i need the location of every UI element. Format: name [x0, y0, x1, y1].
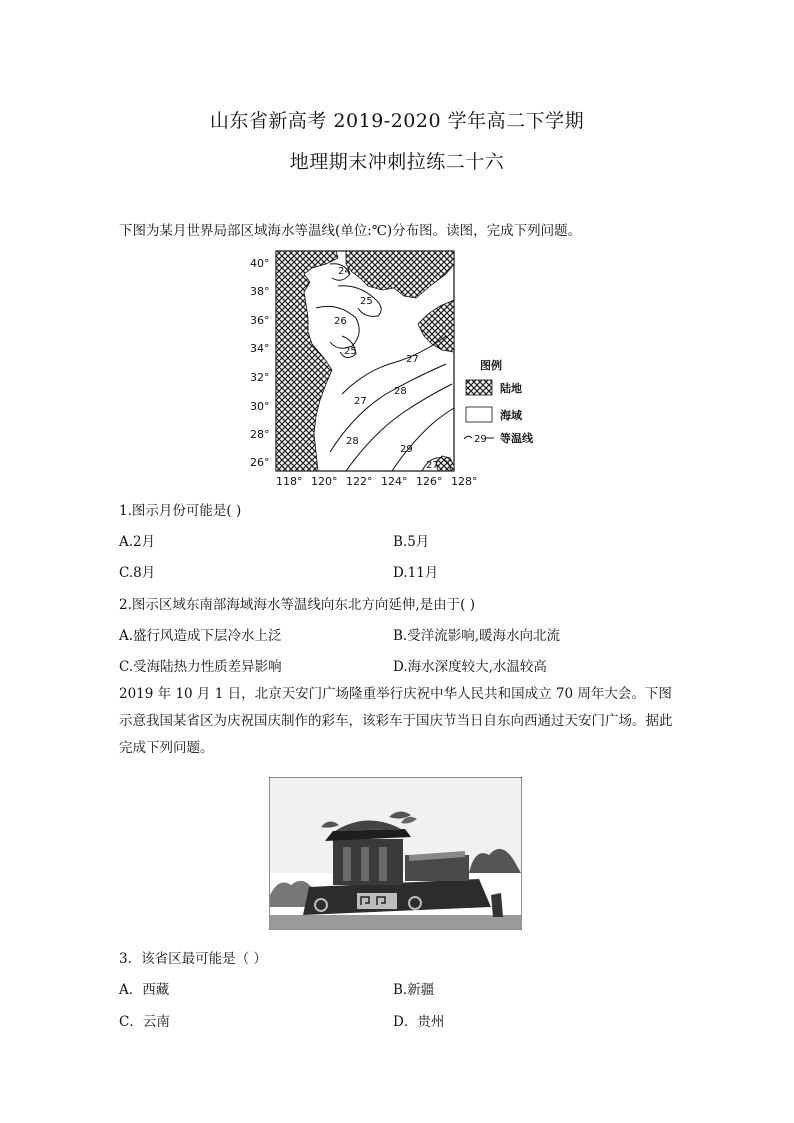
isotherm-label: 28 — [346, 436, 359, 447]
question-3-option-c[interactable]: C．云南 — [119, 1014, 170, 1030]
legend-isotherm-line — [464, 436, 472, 439]
question-2-option-c[interactable]: C.受海陆热力性质差异影响 — [119, 659, 282, 675]
question-3-option-a[interactable]: A．西藏 — [119, 982, 170, 998]
question-2-option-a[interactable]: A.盛行风造成下层冷水上泛 — [119, 628, 282, 644]
legend-land-swatch — [466, 380, 492, 395]
latitude-label: 30° — [250, 400, 270, 413]
isotherm-label: 29 — [400, 444, 413, 455]
latitude-label: 28° — [250, 428, 270, 441]
section2-intro: 2019 年 10 月 1 日，北京天安门广场隆重举行庆祝中华人民共和国成立 70 周年大会。下图示意我国某省区为庆祝国庆制作的彩车，该彩车于国庆节当日自东向西通过天安门广场。据此完成下列问题。 — [119, 686, 673, 756]
latitude-label: 40° — [250, 257, 270, 270]
legend-isotherm-label: 等温线 — [500, 432, 533, 445]
latitude-label: 38° — [250, 285, 270, 298]
legend-isotherm-sample: 29 — [474, 434, 487, 445]
legend-sea-label: 海域 — [500, 409, 522, 422]
latitude-label: 36° — [250, 314, 270, 327]
document-title-line-1: 山东省新高考 2019-2020 学年高二下学期 — [209, 110, 585, 132]
longitude-label: 128° — [451, 475, 478, 488]
isotherm-label: 27 — [406, 354, 419, 365]
isotherm-label: 24 — [338, 266, 351, 277]
question-1-option-c[interactable]: C.8月 — [119, 565, 156, 581]
isotherm-label: 25 — [344, 346, 357, 357]
question-1-stem: 1.图示月份可能是( ) — [119, 503, 242, 519]
question-2-option-b[interactable]: B.受洋流影响,暖海水向北流 — [393, 628, 561, 644]
longitude-label: 118° — [276, 475, 303, 488]
latitude-label: 26° — [250, 456, 270, 469]
question-1-option-a[interactable]: A.2月 — [119, 534, 156, 550]
longitude-label: 122° — [346, 475, 373, 488]
question-2-stem: 2.图示区域东南部海域海水等温线向东北方向延伸,是由于( ) — [119, 597, 475, 613]
longitude-label: 124° — [381, 475, 408, 488]
isotherm-label: 26 — [334, 316, 347, 327]
question-3-option-b[interactable]: B.新疆 — [393, 982, 435, 998]
question-3-stem: 3．该省区最可能是（ ） — [119, 951, 267, 967]
question-1-option-d[interactable]: D.11月 — [393, 565, 439, 581]
isotherm-label: 27 — [426, 460, 439, 471]
parade-float-photo — [269, 777, 522, 930]
latitude-label: 32° — [250, 371, 270, 384]
longitude-label: 126° — [416, 475, 443, 488]
document-title-line-2: 地理期末冲刺拉练二十六 — [289, 151, 505, 173]
longitude-label: 120° — [311, 475, 338, 488]
latitude-label: 34° — [250, 342, 270, 355]
legend-land-label: 陆地 — [500, 382, 522, 395]
isotherm-label: 28 — [394, 386, 407, 397]
legend-sea-swatch — [466, 407, 492, 422]
isotherm-label: 27 — [354, 396, 367, 407]
question-1-option-b[interactable]: B.5月 — [393, 534, 430, 550]
isotherm-label: 25 — [360, 296, 373, 307]
question-2-option-d[interactable]: D.海水深度较大,水温较高 — [393, 659, 547, 675]
isotherm-map — [246, 244, 546, 489]
section1-intro: 下图为某月世界局部区域海水等温线(单位:℃)分布图。读图，完成下列问题。 — [119, 223, 582, 239]
legend-title: 图例 — [480, 359, 502, 372]
question-3-option-d[interactable]: D．贵州 — [393, 1014, 445, 1030]
